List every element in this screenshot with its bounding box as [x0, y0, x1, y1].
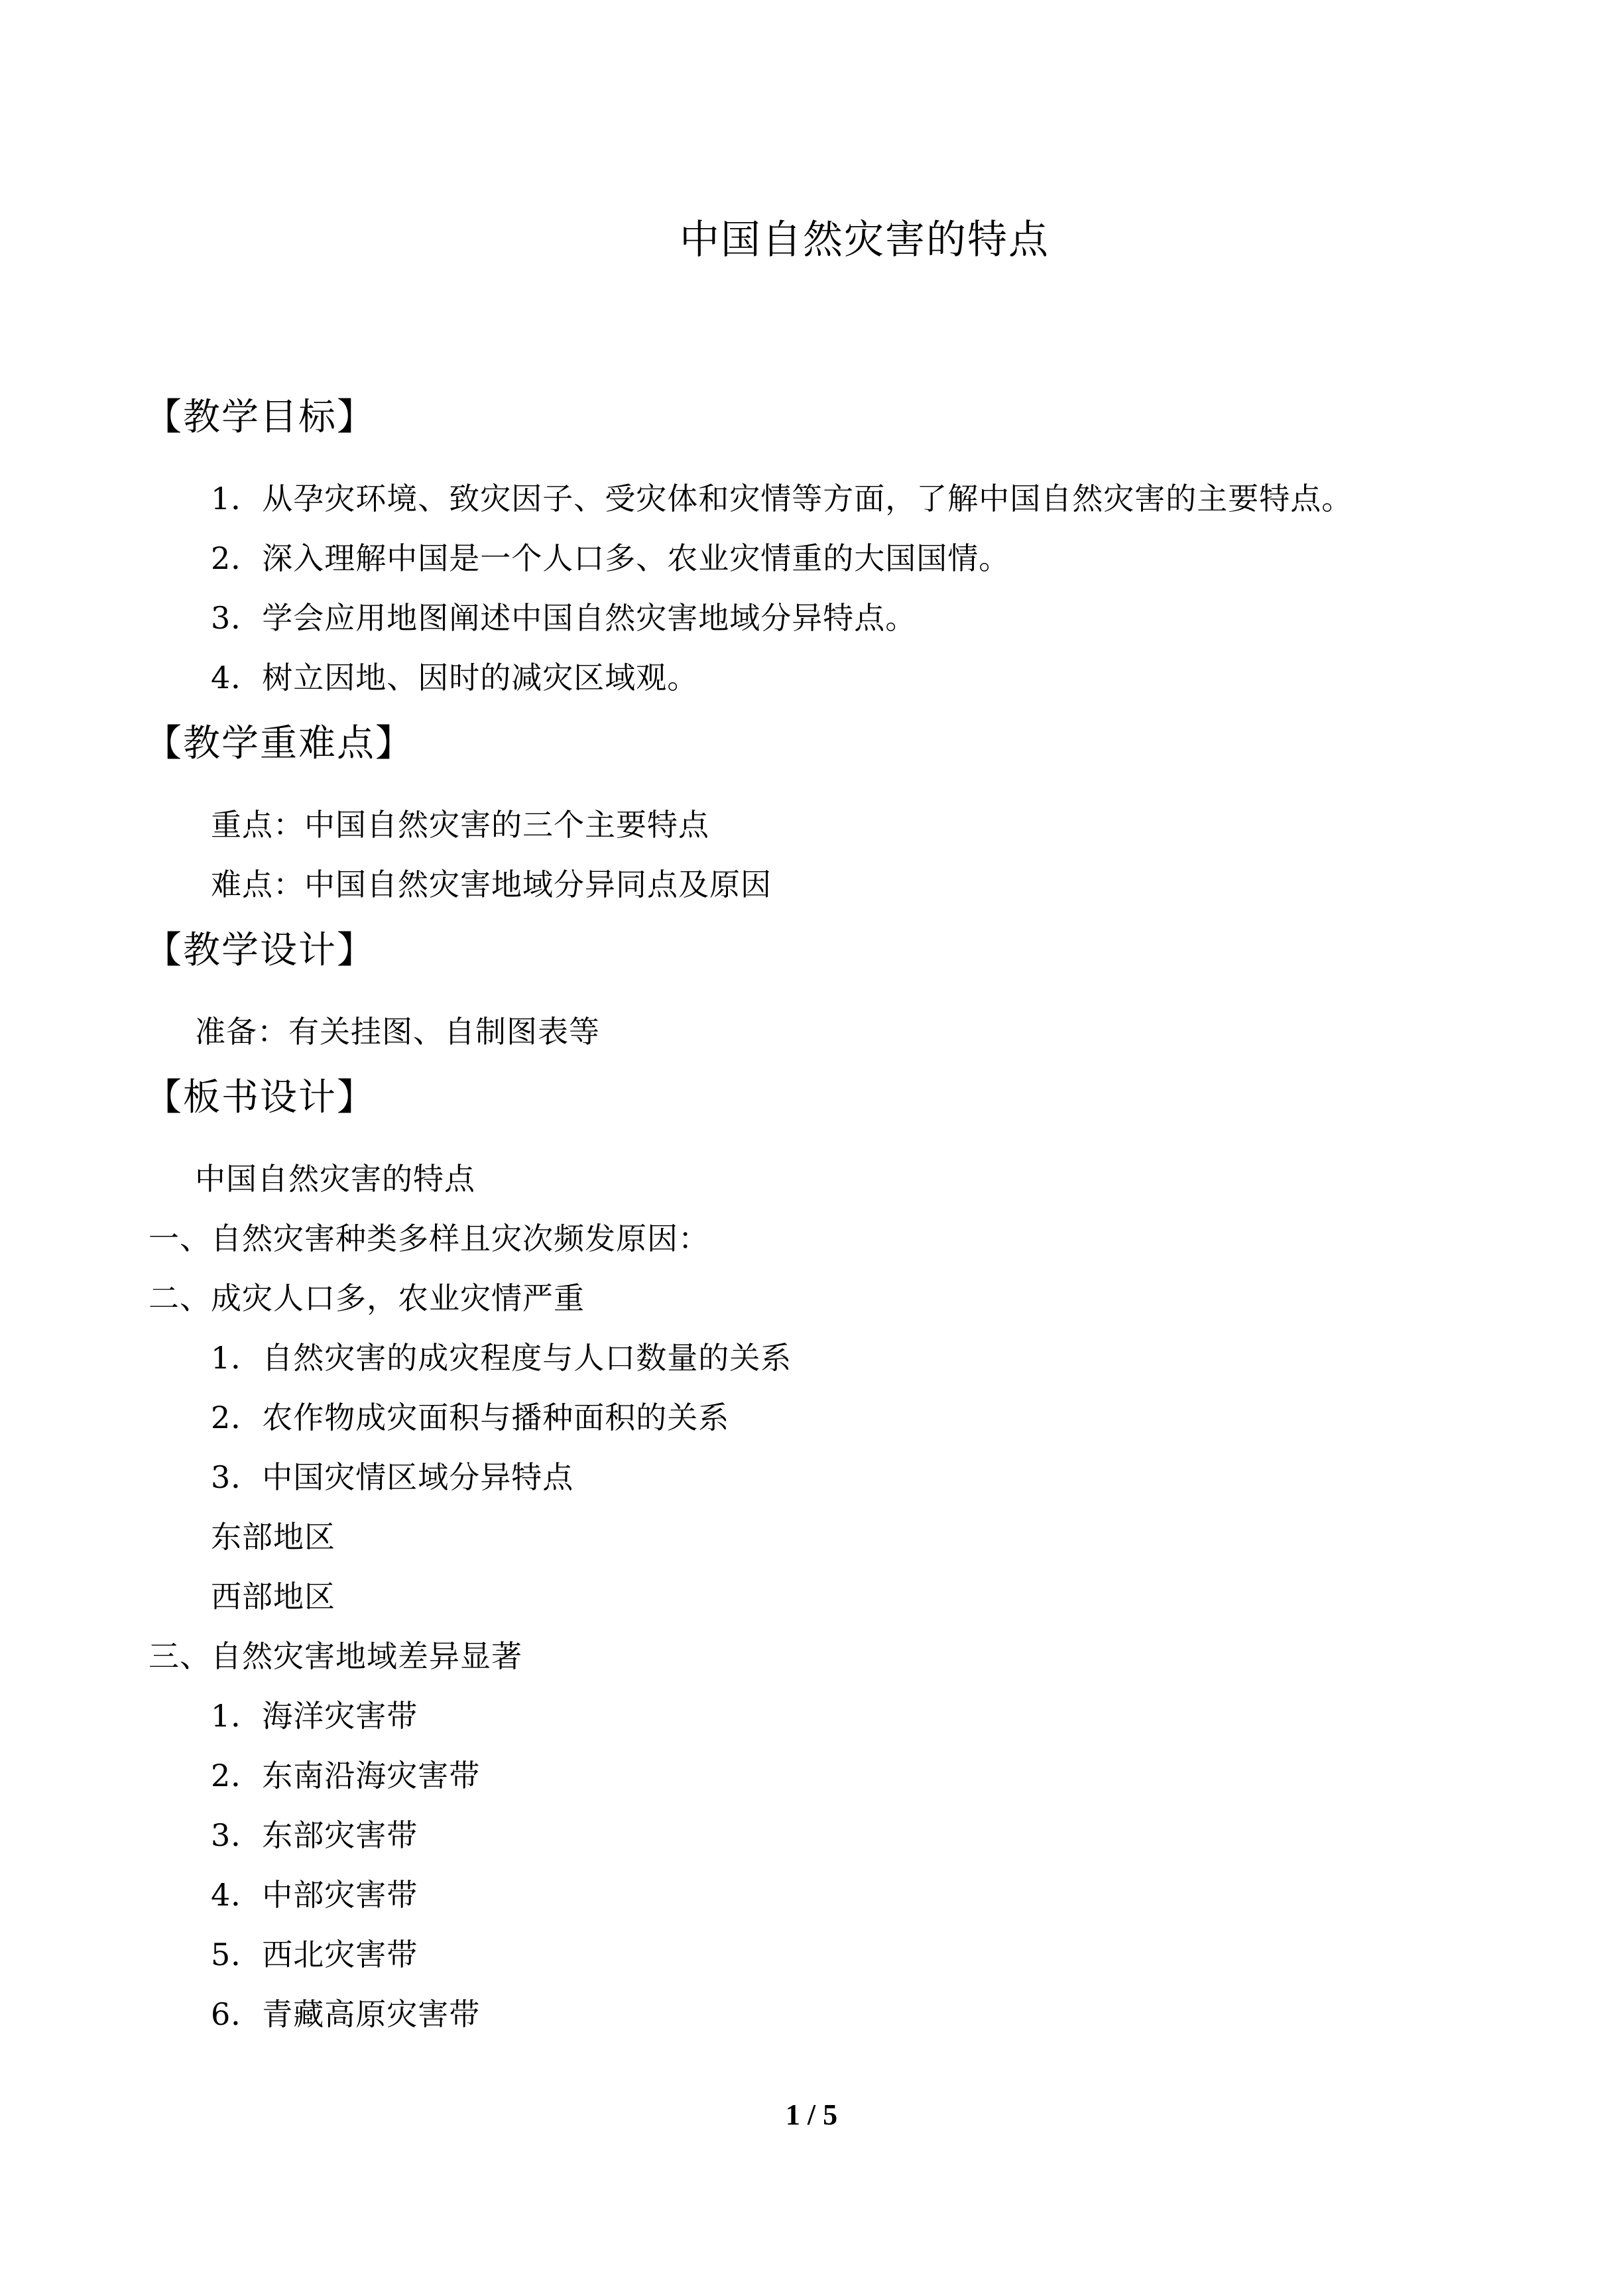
heading-objectives: 【教学目标】 — [145, 396, 375, 439]
board-part2-item: 东部地区 — [211, 1519, 335, 1555]
board-part2-item: 1．自然灾害的成灾程度与人口数量的关系 — [211, 1340, 792, 1376]
heading-key-points: 【教学重难点】 — [145, 722, 414, 765]
board-part2-item: 西部地区 — [211, 1579, 335, 1614]
objective-item: 2．深入理解中国是一个人口多、农业灾情重的大国国情。 — [211, 540, 1010, 576]
board-part3-item: 4．中部灾害带 — [211, 1877, 418, 1913]
board-part2-item: 3．中国灾情区域分异特点 — [211, 1459, 574, 1495]
design-item: 准备：有关挂图、自制图表等 — [195, 1014, 600, 1050]
page-number: 1 / 5 — [785, 2098, 838, 2131]
key-point-item: 难点：中国自然灾害地域分异同点及原因 — [211, 867, 772, 902]
board-part-3: 三、自然灾害地域差异显著 — [149, 1638, 522, 1674]
objective-item: 3．学会应用地图阐述中国自然灾害地域分异特点。 — [211, 600, 917, 636]
board-part3-item: 5．西北灾害带 — [211, 1937, 418, 1972]
board-part3-item: 2．东南沿海灾害带 — [211, 1758, 481, 1793]
board-part3-item: 6．青藏高原灾害带 — [211, 1996, 481, 2032]
board-subtitle: 中国自然灾害的特点 — [195, 1161, 475, 1197]
heading-board: 【板书设计】 — [145, 1076, 375, 1119]
objective-item: 1．从孕灾环境、致灾因子、受灾体和灾情等方面，了解中国自然灾害的主要特点。 — [211, 481, 1353, 516]
heading-design: 【教学设计】 — [145, 929, 375, 972]
board-part2-item: 2．农作物成灾面积与播种面积的关系 — [211, 1400, 730, 1435]
board-part-1: 一、自然灾害种类多样且灾次频发原因： — [149, 1221, 709, 1256]
key-point-item: 重点：中国自然灾害的三个主要特点 — [211, 807, 709, 843]
board-part3-item: 3．东部灾害带 — [211, 1817, 418, 1853]
board-part3-item: 1．海洋灾害带 — [211, 1698, 418, 1734]
objective-item: 4．树立因地、因时的减灾区域观。 — [211, 660, 699, 695]
document-title: 中国自然灾害的特点 — [680, 217, 1050, 263]
board-part-2: 二、成灾人口多，农业灾情严重 — [149, 1280, 585, 1316]
